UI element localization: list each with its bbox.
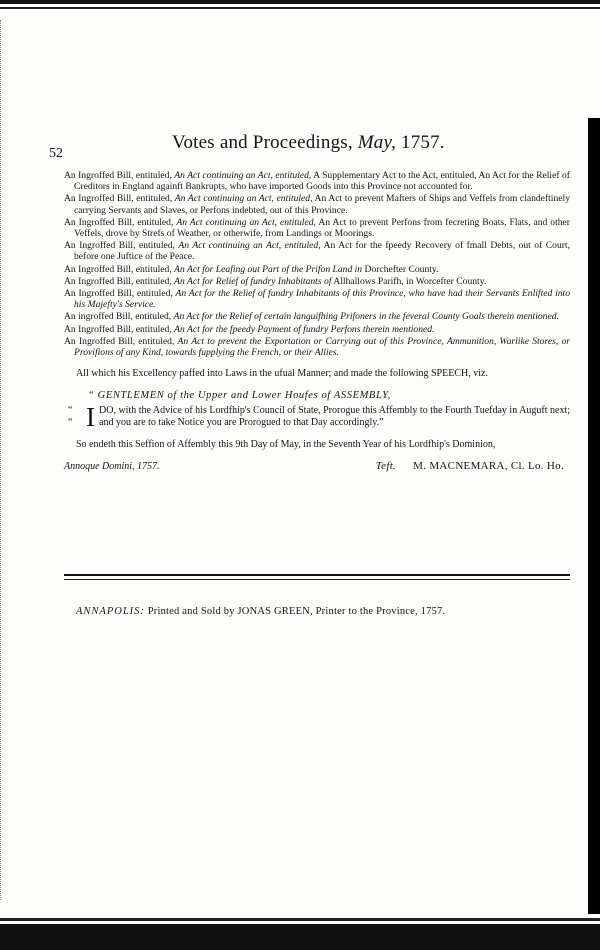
bill-title: An Act for the Relief of fundry Inhabitants of this Province, who have had their Servants Enlifted into his Majefty's Service. [74,288,570,311]
speech-salutation: “ GENTLEMEN of the Upper and Lower Houfes of ASSEMBLY, [88,390,391,402]
clerk-name: M. MACNEMARA, Cl. Lo. Ho. [413,460,564,473]
bill-lead: An Ingroffed Bill, entituled, [64,216,174,228]
closing-paragraph: All which his Excellency paffed into Laws in the ufual Manner; and made the following SPEECH, viz. [76,368,488,380]
bill-entry [64,311,570,322]
test-label: Teft. [375,460,397,473]
bill-list [64,170,570,358]
bill-lead: An Ingroffed Bill, entituled, [64,288,173,300]
bill-tail: Dorchefter County. [364,263,439,275]
page-title [172,132,445,154]
bill-lead: An Ingroffed Bill, entituled, [64,170,172,181]
scan-right-edge [586,118,600,950]
session-end-paragraph: So endeth this Seffion of Affembly this 9th Day of May, in the Seventh Year of his Lordfhip's Dominion, [76,439,496,451]
title-year: 1757. [401,132,445,153]
bill-title: An Act for the fpeedy Payment of fundry Perfons therein mentioned. [174,323,435,335]
bill-title: An Act continuing an Act, entituled, [178,240,321,252]
bill-lead: An Ingroffed Bill, entituled, [64,275,172,287]
bill-title: An Act for Relief of fundry Inhabitants of [174,275,332,287]
speech-body [64,402,570,433]
imprint-text: Printed and Sold by JONAS GREEN, Printer to the Province, 1757. [147,606,446,617]
divider-rule [64,574,570,576]
bill-entry [64,336,570,358]
imprint-line [76,606,445,617]
divider-rule-thin [64,579,570,580]
bill-title: An Act for Leafing out Part of the Prifon Land in [174,263,363,275]
bill-entry [64,288,570,310]
bill-title: An Act continuing an Act, entituled, [174,170,312,181]
bill-entry [64,217,570,239]
bill-entry [64,264,570,275]
document-body [64,170,570,473]
bill-tail: An Act to prevent Perfons from fecreting Boats, Flats, and other Veffels, drove by Strefs of Weather, or otherwife, from Landings or Moorings. [74,216,571,240]
bill-entry [64,240,570,262]
bill-tail: An Act for the fpeedy Recovery of fmall Debts, out of Court, before one Juftice of the Peace. [74,240,570,263]
bill-tail: A Supplementary Act to the Act, entituled, An Act for the Relief of Creditors in England againft Bankrupts, who have imported Goods into this Province not accounted for. [74,170,570,193]
title-main: Votes and Proceedings, [172,132,353,153]
bill-title: An Act continuing an Act, entituled, [174,193,313,205]
page-number: 52 [49,146,63,161]
bill-entry [64,324,570,335]
bill-entry [64,193,570,215]
speech-text: DO, with the Advice of his Lordfhip's Council of State, Prorogue this Affembly to the Fourth Tuefday in Auguft next; and you are to take Notice you are Prorogued to that Day accordingly.” [99,405,570,429]
bill-entry [64,276,570,287]
bill-title: An Act continuing an Act, entituled, [176,216,316,228]
bill-lead: An Ingroffed Bill, entituled, [64,323,172,335]
bill-lead: An Ingroffed Bill, entituled, [64,335,175,347]
anno-domini: Annoque Domini, 1757. [64,461,160,473]
bill-title: An Act for the Relief of certain languifhing Prifoners in the feveral County Goals therein mentioned. [173,311,559,323]
scan-top-edge [0,0,600,14]
scan-bottom-edge [0,914,600,950]
speech-dropcap: I [86,402,95,433]
attestation [64,461,570,472]
title-date: May, [357,132,397,153]
bill-lead: An Ingroffed Bill, entituled, [64,240,175,252]
scan-left-edge [0,20,4,900]
bill-lead: An ingroffed Bill, entituled, [64,311,172,323]
bill-entry [64,170,570,192]
bill-tail: An Act to prevent Mafters of Ships and Veffels from clandeftinely carrying Servants and Slaves, or Perfons indebted, out of this Province. [74,193,570,216]
imprint-place: ANNAPOLIS: [76,606,145,617]
speech-quote-marks: “ “ [68,405,73,429]
bill-title: An Act to prevent the Exportation or Carrying out of this Province, Ammunition, Warlike Stores, or Provifions of any Kind, towards fupplying the French, or their Allies. [74,335,571,359]
clerk-signature [376,461,564,472]
bill-tail: Allhallows Parifh, in Worcefter County. [333,275,487,287]
bill-lead: An Ingroffed Bill, entituled, [64,193,173,205]
bill-lead: An Ingroffed Bill, entituled, [64,263,172,275]
